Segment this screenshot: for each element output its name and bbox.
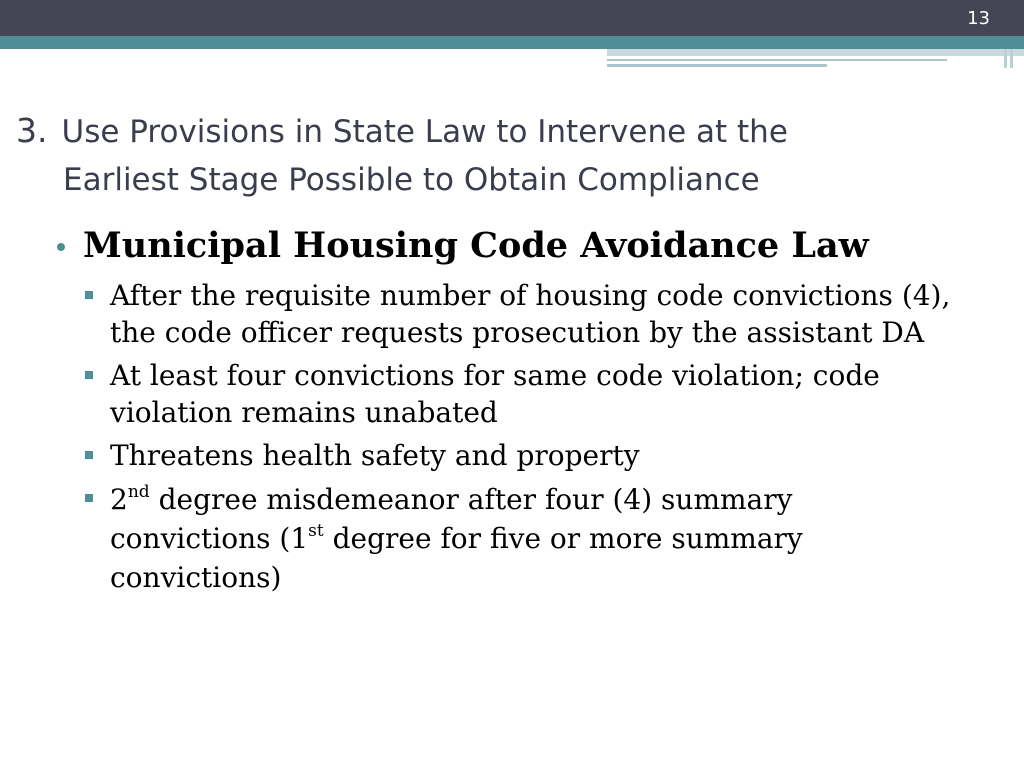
accent-band [0, 36, 1024, 49]
slide-content [52, 222, 952, 603]
square-bullet-icon [85, 451, 93, 459]
sub-bullet-item [83, 437, 952, 474]
sub-bullet-item [83, 357, 952, 431]
slide-number: 13 [967, 8, 990, 29]
superscript: st [308, 521, 324, 541]
text-fragment: degree for five or more summary convictions) [110, 522, 803, 594]
superscript: nd [127, 482, 150, 502]
sub-bullet-text: After the requisite number of housing code convictions (4), the code officer requests prosecution by the assistant DA [110, 279, 951, 349]
text-fragment: 2 [110, 483, 128, 516]
decorative-stripe [1004, 49, 1007, 68]
sub-bullet-item [83, 480, 952, 597]
sub-bullet-text: At least four convictions for same code violation; code violation remains unabated [110, 359, 880, 429]
decorative-stripe [607, 59, 947, 61]
title-line-2: Earliest Stage Possible to Obtain Compliance [63, 162, 760, 198]
square-bullet-icon [85, 371, 93, 379]
round-bullet-icon [57, 243, 65, 251]
sub-bullet-item [83, 277, 952, 351]
sub-bullet-list [83, 277, 952, 597]
square-bullet-icon [85, 494, 93, 502]
title-line-1: Use Provisions in State Law to Intervene at the [61, 114, 788, 150]
decorative-stripe [607, 49, 1024, 56]
sub-bullet-text: Threatens health safety and property [110, 439, 640, 472]
title-number: 3. [16, 111, 48, 150]
decorative-stripe [1010, 49, 1013, 68]
bullet-heading-text: Municipal Housing Code Avoidance Law [83, 225, 869, 266]
square-bullet-icon [85, 291, 93, 299]
sub-bullet-text [110, 483, 803, 594]
header-bar [0, 0, 1024, 36]
decorative-stripe [607, 64, 827, 67]
text-fragment: degree misdemeanor after four (4) summary convictions (1 [110, 483, 793, 555]
bullet-heading [52, 222, 952, 270]
slide-title [16, 107, 976, 204]
